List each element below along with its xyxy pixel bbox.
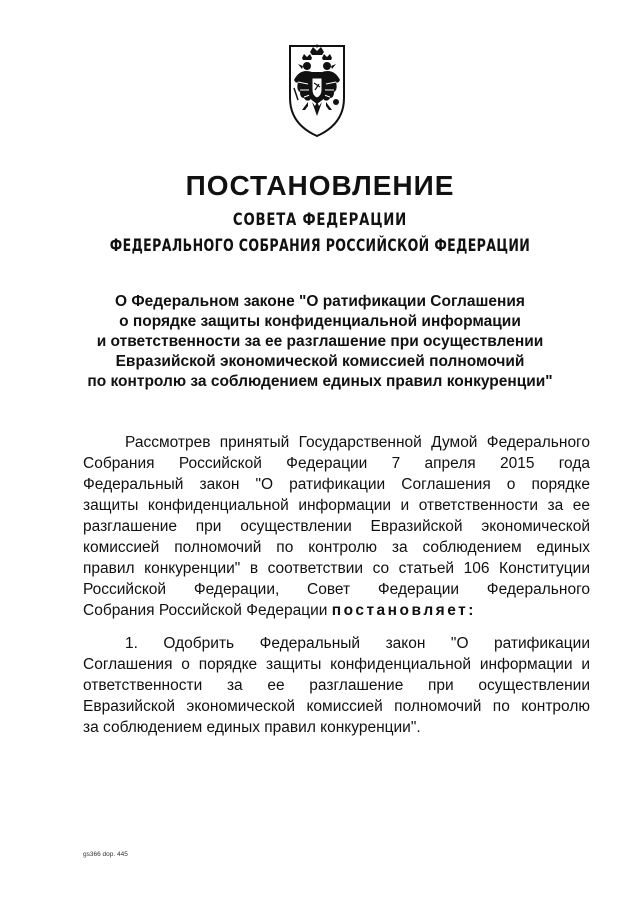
paragraph-line-final bbox=[83, 600, 590, 621]
paragraph-line: за соблюдением единых правил конкуренции". bbox=[83, 719, 421, 736]
paragraph-line: ответственности за ее разглашение при осуществлении bbox=[83, 677, 590, 694]
subject-line: о порядке защиты конфиденциальной информации bbox=[119, 313, 521, 330]
paragraph-line: Российской Федерации, Совет Федерации Федерального bbox=[83, 581, 590, 598]
paragraph-line: 1. Одобрить Федеральный закон "О ратификации bbox=[125, 635, 590, 652]
paragraph-line: Соглашения о порядке защиты конфиденциальной информации и bbox=[83, 656, 590, 673]
preamble-paragraph bbox=[83, 432, 590, 621]
subject-block bbox=[60, 292, 580, 392]
resolution-keyword: постановляет: bbox=[331, 602, 476, 619]
paragraph-line: Евразийской экономической комиссией полномочий по контролю bbox=[83, 698, 590, 715]
subject-line: О Федеральном законе "О ратификации Соглашения bbox=[115, 293, 525, 310]
subject-line: по контролю за соблюдением единых правил конкуренции" bbox=[87, 373, 553, 390]
paragraph-line: Рассмотрев принятый Государственной Думой Федерального bbox=[125, 434, 590, 451]
coat-of-arms-icon bbox=[272, 40, 362, 140]
subject-line: Евразийской экономической комиссией полномочий bbox=[115, 353, 525, 370]
subject-line: и ответственности за ее разглашение при осуществлении bbox=[96, 333, 544, 350]
resolution-item-1 bbox=[83, 633, 590, 738]
paragraph-line: комиссией полномочий по контролю за соблюдением единых bbox=[83, 539, 590, 556]
page-subtitle-2: ФЕДЕРАЛЬНОГО СОБРАНИЯ РОССИЙСКОЙ ФЕДЕРАЦИИ bbox=[109, 236, 531, 256]
document-code: gs366 dop. 445 bbox=[83, 851, 128, 858]
page-subtitle: СОВЕТА ФЕДЕРАЦИИ bbox=[232, 210, 408, 230]
paragraph-line: правил конкуренции" в соответствии со статьей 106 Конституции bbox=[83, 560, 590, 577]
paragraph-line: Федеральный закон "О ратификации Соглашения о порядке bbox=[83, 476, 590, 493]
paragraph-line: разглашение при осуществлении Евразийской экономической bbox=[83, 518, 590, 535]
paragraph-text: Собрания Российской Федерации bbox=[83, 602, 332, 619]
paragraph-line: защиты конфиденциальной информации и ответственности за ее bbox=[83, 497, 590, 514]
page-title: ПОСТАНОВЛЕНИЕ bbox=[185, 170, 455, 201]
paragraph-line: Собрания Российской Федерации 7 апреля 2015 года bbox=[83, 455, 590, 472]
